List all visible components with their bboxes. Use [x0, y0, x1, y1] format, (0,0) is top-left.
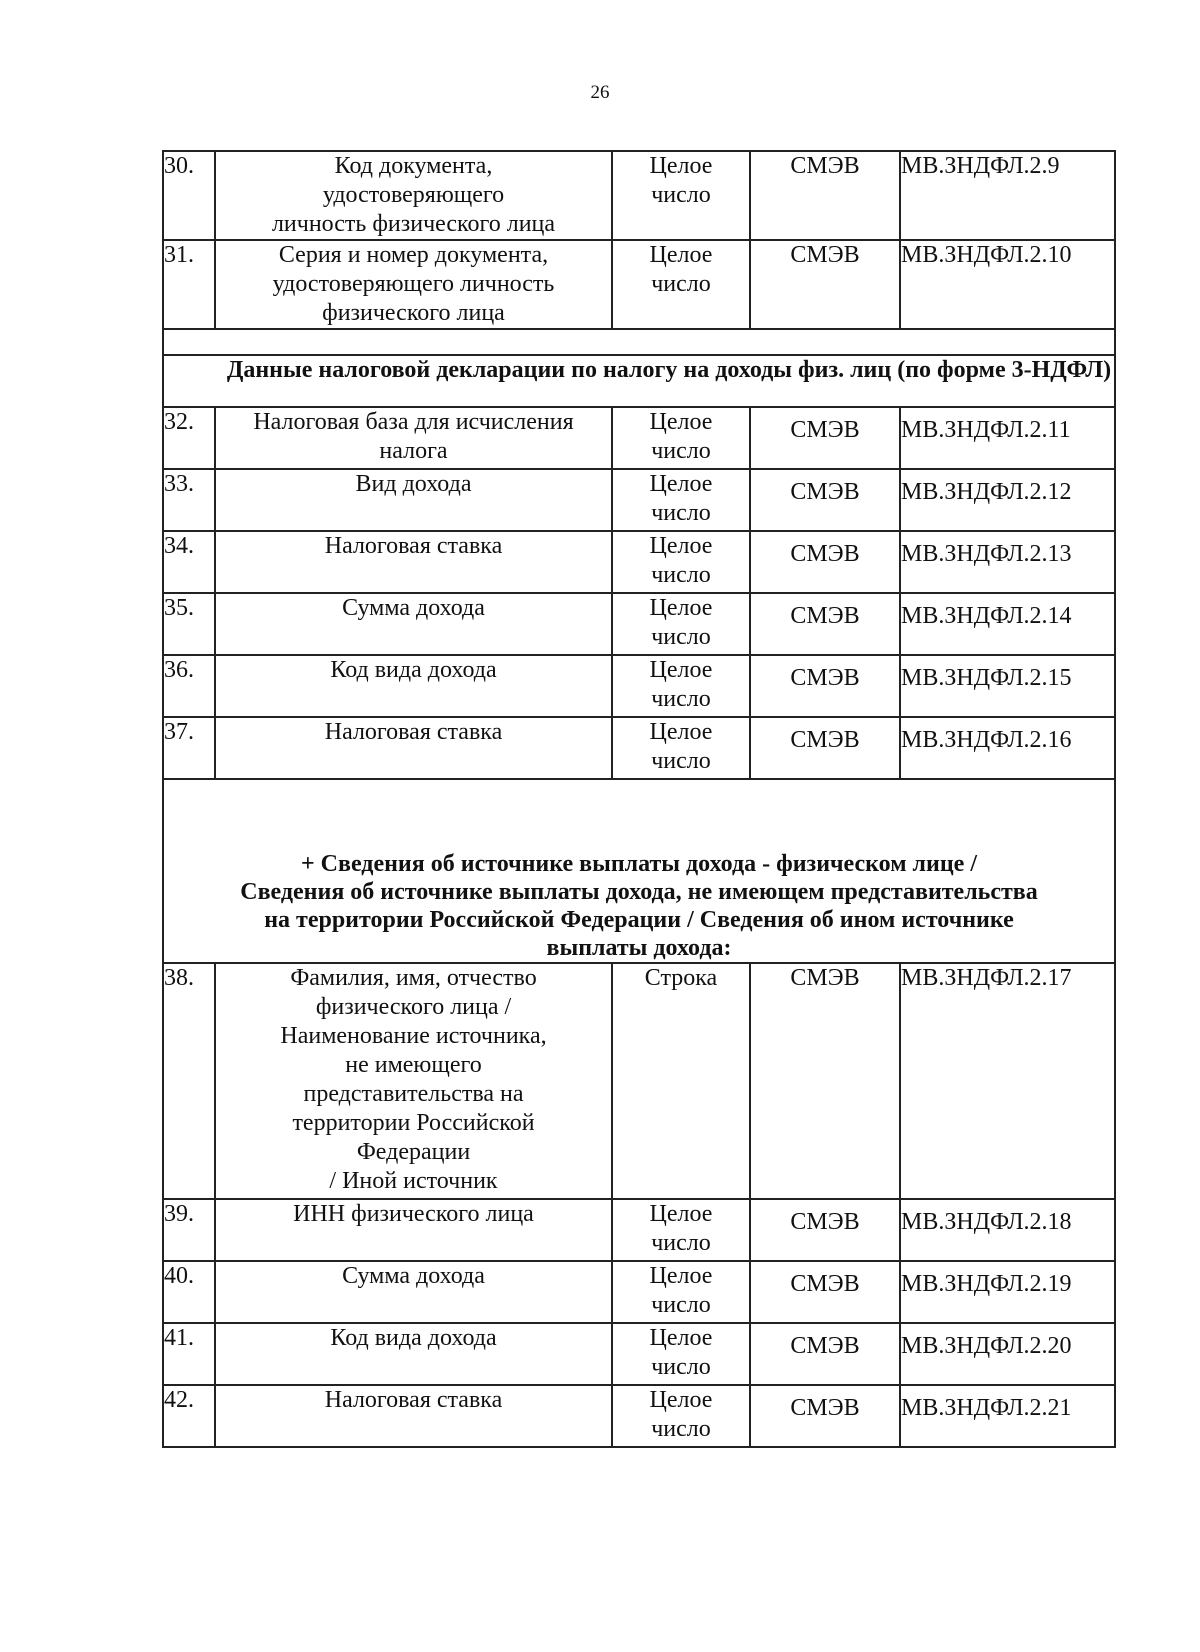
- row-number: 39.: [163, 1199, 215, 1261]
- table-row: [163, 963, 1115, 1199]
- table-row: [163, 407, 1115, 469]
- table-row: [163, 1199, 1115, 1261]
- field-source: СМЭВ: [750, 407, 900, 469]
- field-source: СМЭВ: [750, 240, 900, 329]
- field-code: МВ.ЗНДФЛ.2.18: [900, 1199, 1115, 1261]
- field-code: МВ.ЗНДФЛ.2.17: [900, 963, 1115, 1199]
- field-name: Код вида дохода: [215, 655, 612, 717]
- row-number: 42.: [163, 1385, 215, 1447]
- field-code: МВ.ЗНДФЛ.2.13: [900, 531, 1115, 593]
- field-code: МВ.ЗНДФЛ.2.15: [900, 655, 1115, 717]
- field-source: СМЭВ: [750, 717, 900, 779]
- section-title: Данные налоговой декларации по налогу на доходы физ. лиц (по форме 3-НДФЛ): [163, 355, 1115, 407]
- field-code: МВ.ЗНДФЛ.2.12: [900, 469, 1115, 531]
- row-number: 31.: [163, 240, 215, 329]
- row-number: 41.: [163, 1323, 215, 1385]
- row-number: 32.: [163, 407, 215, 469]
- table-row: [163, 1323, 1115, 1385]
- table-row: [163, 469, 1115, 531]
- section-header-row: [163, 355, 1115, 407]
- field-source: СМЭВ: [750, 1261, 900, 1323]
- page-number: 26: [590, 82, 610, 103]
- field-source: СМЭВ: [750, 1323, 900, 1385]
- field-source: СМЭВ: [750, 593, 900, 655]
- field-name: Вид дохода: [215, 469, 612, 531]
- field-code: МВ.ЗНДФЛ.2.11: [900, 407, 1115, 469]
- field-name: Налоговая ставка: [215, 531, 612, 593]
- field-code: МВ.ЗНДФЛ.2.20: [900, 1323, 1115, 1385]
- field-type: Строка: [612, 963, 750, 1199]
- field-code: МВ.ЗНДФЛ.2.16: [900, 717, 1115, 779]
- field-source: СМЭВ: [750, 655, 900, 717]
- table-row: [163, 151, 1115, 240]
- field-name: Налоговая ставка: [215, 717, 612, 779]
- field-type: Целое число: [612, 469, 750, 531]
- field-type: Целое число: [612, 1323, 750, 1385]
- field-name: Код документа, удостоверяющего личность физического лица: [215, 151, 612, 240]
- data-table: [162, 150, 1116, 1448]
- field-name: Налоговая ставка: [215, 1385, 612, 1447]
- field-name: Фамилия, имя, отчество физического лица / Наименование источника, не имеющего представительства на территории Российской Федерации / Иной источник: [215, 963, 612, 1199]
- field-source: СМЭВ: [750, 1199, 900, 1261]
- field-source: СМЭВ: [750, 1385, 900, 1447]
- field-code: МВ.ЗНДФЛ.2.14: [900, 593, 1115, 655]
- table-row: [163, 1385, 1115, 1447]
- field-type: Целое число: [612, 240, 750, 329]
- section-header-row: [163, 779, 1115, 963]
- field-code: МВ.ЗНДФЛ.2.21: [900, 1385, 1115, 1447]
- field-name: Налоговая база для исчисления налога: [215, 407, 612, 469]
- field-code: МВ.ЗНДФЛ.2.9: [900, 151, 1115, 240]
- table-row: [163, 1261, 1115, 1323]
- row-number: 36.: [163, 655, 215, 717]
- row-number: 33.: [163, 469, 215, 531]
- field-type: Целое число: [612, 1199, 750, 1261]
- table-row: [163, 655, 1115, 717]
- row-number: 30.: [163, 151, 215, 240]
- spacer-row: [163, 329, 1115, 355]
- field-source: СМЭВ: [750, 531, 900, 593]
- table-row: [163, 531, 1115, 593]
- field-source: СМЭВ: [750, 469, 900, 531]
- field-type: Целое число: [612, 1385, 750, 1447]
- field-type: Целое число: [612, 1261, 750, 1323]
- field-type: Целое число: [612, 717, 750, 779]
- section-title: + Сведения об источнике выплаты дохода - физическом лице / Сведения об источнике выплаты дохода, не имеющем представительства на территории Российской Федерации / Сведения об ином источнике выплаты дохода:: [163, 779, 1115, 963]
- field-type: Целое число: [612, 593, 750, 655]
- field-type: Целое число: [612, 407, 750, 469]
- field-name: Сумма дохода: [215, 1261, 612, 1323]
- table-row: [163, 593, 1115, 655]
- field-type: Целое число: [612, 151, 750, 240]
- table-row: [163, 240, 1115, 329]
- field-type: Целое число: [612, 531, 750, 593]
- row-number: 38.: [163, 963, 215, 1199]
- field-type: Целое число: [612, 655, 750, 717]
- table-row: [163, 717, 1115, 779]
- field-code: МВ.ЗНДФЛ.2.10: [900, 240, 1115, 329]
- row-number: 40.: [163, 1261, 215, 1323]
- field-code: МВ.ЗНДФЛ.2.19: [900, 1261, 1115, 1323]
- field-source: СМЭВ: [750, 151, 900, 240]
- field-name: Сумма дохода: [215, 593, 612, 655]
- row-number: 34.: [163, 531, 215, 593]
- row-number: 37.: [163, 717, 215, 779]
- field-name: ИНН физического лица: [215, 1199, 612, 1261]
- field-name: Код вида дохода: [215, 1323, 612, 1385]
- row-number: 35.: [163, 593, 215, 655]
- field-name: Серия и номер документа, удостоверяющего личность физического лица: [215, 240, 612, 329]
- field-source: СМЭВ: [750, 963, 900, 1199]
